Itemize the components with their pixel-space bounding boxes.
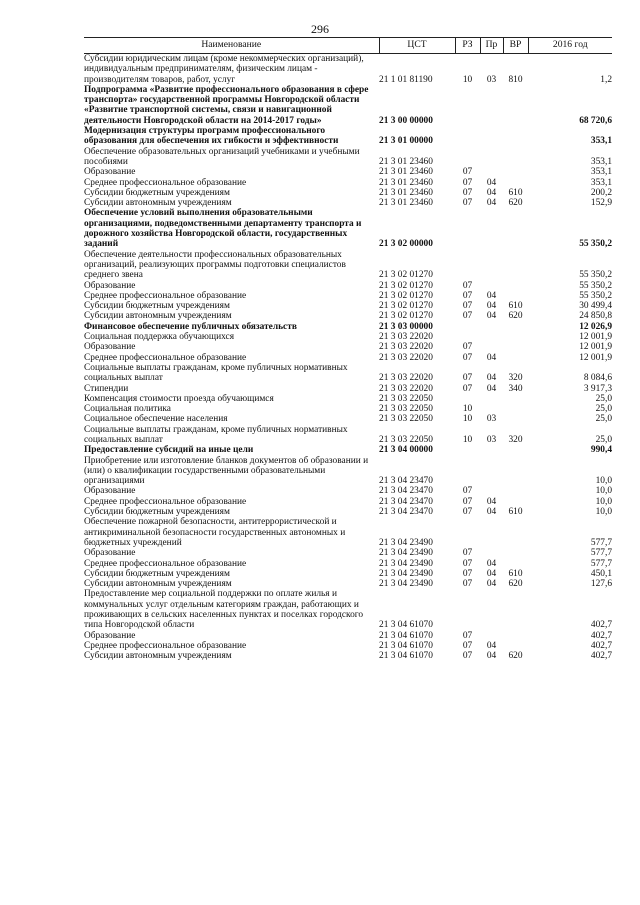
row-name: Социальные выплаты гражданам, кроме публичных нормативных социальных выплат (84, 424, 348, 445)
row-name: Обеспечение условий выполнения образовательными организациями, подведомственными департаменту транспорта и дорожного хозяйства Новгородской области, государственных заданий (84, 208, 362, 250)
row-name: Среднее профессиональное образование (84, 640, 247, 651)
table-row (84, 291, 612, 301)
table-row (84, 631, 612, 641)
row-code: 21 3 02 01270 (379, 290, 433, 301)
table-row (84, 147, 612, 168)
row-vr: 610 (508, 507, 523, 518)
row-rz: 07 (462, 301, 473, 312)
row-code: 21 3 03 00000 (379, 321, 433, 332)
row-code: 21 3 01 23460 (379, 156, 433, 167)
table-row (84, 126, 612, 147)
row-pr: 04 (486, 568, 497, 579)
row-pr: 04 (486, 651, 497, 662)
row-amount: 353,1 (590, 156, 612, 167)
header-code: ЦСТ (379, 38, 455, 54)
table-row (84, 384, 612, 394)
table-row (84, 332, 612, 342)
row-rz: 07 (462, 311, 473, 322)
row-rz (455, 589, 480, 630)
page-number: 296 (311, 22, 329, 36)
row-vr: 810 (508, 74, 523, 85)
row-rz: 07 (462, 280, 473, 291)
row-pr: 04 (486, 558, 497, 569)
row-vr (503, 497, 528, 507)
row-vr (503, 631, 528, 641)
row-amount: 200,2 (590, 187, 612, 198)
table-row (84, 311, 612, 321)
row-code: 21 3 00 00000 (379, 115, 433, 126)
table-row (84, 342, 612, 352)
row-vr (503, 404, 528, 414)
table-row (84, 559, 612, 569)
row-pr: 04 (486, 579, 497, 590)
row-pr: 04 (486, 301, 497, 312)
table-row (84, 548, 612, 558)
budget-table (84, 37, 612, 662)
row-amount: 12 001,9 (579, 342, 612, 353)
row-amount: 55 350,2 (579, 280, 612, 291)
row-vr (503, 641, 528, 651)
table-row (84, 425, 612, 446)
table-row (84, 445, 612, 455)
row-pr (480, 342, 503, 352)
row-vr (503, 208, 528, 249)
row-vr (503, 486, 528, 496)
row-code: 21 3 04 23470 (379, 507, 433, 518)
row-pr: 04 (486, 352, 497, 363)
row-amount: 402,7 (590, 630, 612, 641)
row-code: 21 3 04 23490 (379, 568, 433, 579)
row-name: Субсидии бюджетным учреждениям (84, 301, 230, 312)
header-rz: РЗ (455, 38, 480, 54)
row-code: 21 3 04 23470 (379, 486, 433, 497)
row-vr: 320 (508, 373, 523, 384)
row-amount: 402,7 (590, 620, 612, 631)
table-row (84, 54, 612, 85)
row-pr: 04 (486, 198, 497, 209)
row-vr (503, 281, 528, 291)
row-rz (455, 250, 480, 281)
table-row (84, 363, 612, 384)
table-row (84, 301, 612, 311)
row-name: Образование (84, 486, 136, 497)
row-vr: 610 (508, 187, 523, 198)
row-code: 21 3 04 61070 (379, 620, 433, 631)
row-vr (503, 353, 528, 363)
row-vr (503, 394, 528, 404)
row-vr (503, 291, 528, 301)
row-code: 21 3 01 23460 (379, 167, 433, 178)
row-rz: 07 (462, 548, 473, 559)
table-row (84, 85, 612, 126)
row-amount: 24 850,8 (579, 311, 612, 322)
row-rz: 10 (462, 404, 473, 415)
table-row (84, 188, 612, 198)
table-row (84, 414, 612, 424)
row-pr (480, 486, 503, 496)
row-rz: 07 (462, 198, 473, 209)
header-pr: Пр (480, 38, 503, 54)
row-code: 21 3 04 23490 (379, 537, 433, 548)
row-code: 21 3 04 23470 (379, 496, 433, 507)
row-vr: 620 (508, 651, 523, 662)
row-rz: 07 (462, 496, 473, 507)
row-vr (503, 178, 528, 188)
row-rz (455, 456, 480, 487)
row-vr (503, 445, 528, 455)
row-code: 21 3 03 22020 (379, 332, 433, 343)
row-code: 21 3 01 23460 (379, 198, 433, 209)
row-name: Социальное обеспечение населения (84, 414, 228, 425)
row-amount: 25,0 (595, 393, 612, 404)
row-rz: 07 (462, 558, 473, 569)
row-vr (503, 322, 528, 332)
row-pr: 04 (486, 290, 497, 301)
row-amount: 577,7 (590, 537, 612, 548)
row-amount: 10,0 (595, 486, 612, 497)
table-row (84, 641, 612, 651)
row-vr: 620 (508, 311, 523, 322)
row-vr (503, 342, 528, 352)
row-name: Среднее профессиональное образование (84, 496, 247, 507)
row-name: Предоставление субсидий на иные цели (84, 445, 254, 456)
table-row (84, 353, 612, 363)
row-amount: 353,1 (590, 167, 612, 178)
row-vr (503, 548, 528, 558)
row-amount: 3 917,3 (583, 383, 612, 394)
row-code: 21 3 04 61070 (379, 640, 433, 651)
row-name: Обеспечение деятельности профессиональных образовательных организаций, реализующих программы подготовки специалистов среднего звена (84, 249, 346, 281)
row-code: 21 3 03 22050 (379, 434, 433, 445)
row-rz (455, 126, 480, 147)
row-pr (480, 445, 503, 455)
header-name: Наименование (84, 38, 379, 54)
row-name: Образование (84, 280, 136, 291)
row-pr: 03 (486, 434, 497, 445)
row-pr (480, 85, 503, 126)
table-row (84, 486, 612, 496)
table-row (84, 281, 612, 291)
row-rz: 10 (462, 74, 473, 85)
table-row (84, 589, 612, 630)
row-pr: 03 (486, 414, 497, 425)
row-code: 21 3 04 23490 (379, 579, 433, 590)
row-code: 21 3 01 23460 (379, 187, 433, 198)
row-pr (480, 332, 503, 342)
row-pr (480, 126, 503, 147)
row-vr: 620 (508, 579, 523, 590)
row-code: 21 3 03 22020 (379, 373, 433, 384)
row-rz: 07 (462, 373, 473, 384)
row-code: 21 3 01 23460 (379, 177, 433, 188)
row-vr: 610 (508, 301, 523, 312)
row-amount: 152,9 (590, 198, 612, 209)
row-vr (503, 85, 528, 126)
row-code: 21 3 02 00000 (379, 239, 433, 250)
table-row (84, 404, 612, 414)
row-rz: 07 (462, 640, 473, 651)
row-vr (503, 414, 528, 424)
row-name: Среднее профессиональное образование (84, 558, 247, 569)
row-rz: 07 (462, 352, 473, 363)
row-name: Образование (84, 167, 136, 178)
row-pr (480, 456, 503, 487)
row-name: Субсидии автономным учреждениям (84, 198, 232, 209)
row-name: Среднее профессиональное образование (84, 290, 247, 301)
row-code: 21 3 03 22020 (379, 383, 433, 394)
row-name: Субсидии юридическим лицам (кроме некоммерческих организаций), индивидуальным предпринимателям, физическим лицам - производителям товаров, работ, услуг (84, 54, 364, 85)
row-name: Образование (84, 630, 136, 641)
row-name: Социальная политика (84, 404, 171, 415)
row-name: Компенсация стоимости проезда обучающимся (84, 393, 274, 404)
row-code: 21 3 03 22050 (379, 404, 433, 415)
row-code: 21 3 03 22050 (379, 414, 433, 425)
row-pr: 04 (486, 383, 497, 394)
row-rz: 07 (462, 290, 473, 301)
row-code: 21 3 04 23470 (379, 476, 433, 487)
row-code: 21 3 02 01270 (379, 301, 433, 312)
table-row (84, 651, 612, 661)
row-name: Стипендии (84, 383, 129, 394)
table-row (84, 198, 612, 208)
table-row (84, 579, 612, 589)
row-pr (480, 394, 503, 404)
table-row (84, 208, 612, 249)
row-amount: 8 084,6 (583, 373, 612, 384)
row-code: 21 3 04 61070 (379, 630, 433, 641)
row-code: 21 3 04 23490 (379, 558, 433, 569)
row-vr (503, 332, 528, 342)
row-code: 21 3 04 61070 (379, 651, 433, 662)
row-amount: 10,0 (595, 496, 612, 507)
row-name: Обеспечение пожарной безопасности, антитеррористической и антикриминальной безопасности государственных автономных и бюджетных учреждений (84, 517, 346, 548)
row-name: Среднее профессиональное образование (84, 352, 247, 363)
row-name: Финансовое обеспечение публичных обязательств (84, 321, 297, 332)
table-row (84, 250, 612, 281)
row-name: Образование (84, 548, 136, 559)
row-pr (480, 167, 503, 177)
row-rz (455, 85, 480, 126)
row-pr (480, 281, 503, 291)
row-pr (480, 404, 503, 414)
row-rz: 10 (462, 414, 473, 425)
row-name: Среднее профессиональное образование (84, 177, 247, 188)
row-pr (480, 548, 503, 558)
table-row (84, 507, 612, 517)
row-amount: 25,0 (595, 404, 612, 415)
row-vr (503, 517, 528, 548)
row-amount: 12 026,9 (579, 321, 612, 332)
row-vr (503, 456, 528, 487)
row-code: 21 3 03 22020 (379, 342, 433, 353)
row-amount: 12 001,9 (579, 332, 612, 343)
row-rz: 07 (462, 383, 473, 394)
row-amount: 577,7 (590, 548, 612, 559)
row-name: Субсидии автономным учреждениям (84, 579, 232, 590)
row-code: 21 3 04 23490 (379, 548, 433, 559)
row-amount: 10,0 (595, 507, 612, 518)
table-row (84, 456, 612, 487)
row-rz: 07 (462, 630, 473, 641)
row-name: Обеспечение образовательных организаций учебниками и учебными пособиями (84, 146, 360, 167)
row-amount: 577,7 (590, 558, 612, 569)
row-amount: 10,0 (595, 476, 612, 487)
row-pr (480, 250, 503, 281)
row-amount: 990,4 (590, 445, 612, 456)
row-vr (503, 250, 528, 281)
row-amount: 55 350,2 (579, 270, 612, 281)
row-rz (455, 517, 480, 548)
row-rz: 07 (462, 177, 473, 188)
table-row (84, 394, 612, 404)
row-rz: 07 (462, 507, 473, 518)
row-name: Образование (84, 342, 136, 353)
header-vr: ВР (503, 38, 528, 54)
row-name: Приобретение или изготовление бланков документов об образовании и (или) о квалификации государственными образовательными организациями (84, 455, 369, 487)
row-name: Субсидии бюджетным учреждениям (84, 187, 230, 198)
row-amount: 450,1 (590, 568, 612, 579)
row-rz (455, 147, 480, 168)
row-rz (455, 322, 480, 332)
row-code: 21 3 02 01270 (379, 270, 433, 281)
row-pr: 04 (486, 177, 497, 188)
row-name: Социальные выплаты гражданам, кроме публичных нормативных социальных выплат (84, 362, 348, 384)
row-pr (480, 147, 503, 168)
row-pr (480, 631, 503, 641)
row-vr: 620 (508, 198, 523, 209)
row-rz: 07 (462, 579, 473, 590)
row-amount: 1,2 (600, 74, 612, 85)
row-code: 21 3 03 22050 (379, 393, 433, 404)
row-rz (455, 208, 480, 249)
row-code: 21 3 02 01270 (379, 311, 433, 322)
table-row (84, 167, 612, 177)
row-vr: 340 (508, 383, 523, 394)
row-pr (480, 322, 503, 332)
row-vr (503, 559, 528, 569)
row-rz (455, 445, 480, 455)
row-amount: 402,7 (590, 640, 612, 651)
row-amount: 68 720,6 (579, 115, 612, 126)
row-name: Субсидии бюджетным учреждениям (84, 568, 230, 579)
row-code: 21 1 01 81190 (379, 74, 433, 85)
row-vr (503, 126, 528, 147)
row-amount: 30 499,4 (579, 301, 612, 312)
table-row (84, 178, 612, 188)
row-vr (503, 167, 528, 177)
row-rz: 07 (462, 167, 473, 178)
row-name: Подпрограмма «Развитие профессионального образования в сфере транспорта» государственной программы Новгородской области «Развитие транспортной системы, связи и навигационной деятельности Новгородской области на 2014-2017 годы» (84, 84, 369, 126)
table-row (84, 517, 612, 548)
row-amount: 353,1 (590, 177, 612, 188)
row-pr: 04 (486, 640, 497, 651)
row-name: Субсидии автономным учреждениям (84, 651, 232, 662)
row-name: Субсидии бюджетным учреждениям (84, 507, 230, 518)
row-amount: 55 350,2 (579, 290, 612, 301)
row-vr (503, 147, 528, 168)
row-code: 21 3 02 01270 (379, 280, 433, 291)
table-row (84, 322, 612, 332)
row-amount: 353,1 (590, 136, 612, 147)
row-rz: 10 (462, 434, 473, 445)
row-amount: 55 350,2 (579, 239, 612, 250)
row-pr: 03 (486, 74, 497, 85)
row-code: 21 3 01 00000 (379, 136, 433, 147)
table-header-row (84, 38, 612, 54)
row-rz: 07 (462, 342, 473, 353)
row-rz: 07 (462, 651, 473, 662)
row-vr (503, 589, 528, 630)
row-pr (480, 208, 503, 249)
table-row (84, 569, 612, 579)
row-name: Субсидии автономным учреждениям (84, 311, 232, 322)
row-amount: 127,6 (590, 579, 612, 590)
header-amount: 2016 год (528, 38, 612, 54)
row-amount: 25,0 (595, 414, 612, 425)
row-code: 21 3 03 22020 (379, 352, 433, 363)
row-rz: 07 (462, 486, 473, 497)
row-pr: 04 (486, 187, 497, 198)
row-rz (455, 332, 480, 342)
row-amount: 25,0 (595, 434, 612, 445)
row-rz (455, 394, 480, 404)
table-row (84, 497, 612, 507)
row-name: Предоставление мер социальной поддержки по оплате жилья и коммунальных услуг отдельным категориям граждан, работающих и проживающих в сельских населенных пунктах и поселках городского типа Новгородской области (84, 589, 364, 631)
row-amount: 402,7 (590, 651, 612, 662)
row-vr: 320 (508, 434, 523, 445)
row-rz: 07 (462, 568, 473, 579)
row-pr: 04 (486, 507, 497, 518)
row-pr (480, 517, 503, 548)
row-rz: 07 (462, 187, 473, 198)
row-pr: 04 (486, 496, 497, 507)
row-pr: 04 (486, 311, 497, 322)
row-name: Модернизация структуры программ профессионального образования для обеспечения их гибкости и эффективности (84, 126, 339, 147)
row-name: Социальная поддержка обучающихся (84, 332, 235, 343)
row-code: 21 3 04 00000 (379, 445, 433, 456)
row-pr: 04 (486, 373, 497, 384)
row-vr: 610 (508, 568, 523, 579)
row-pr (480, 589, 503, 630)
row-amount: 12 001,9 (579, 352, 612, 363)
